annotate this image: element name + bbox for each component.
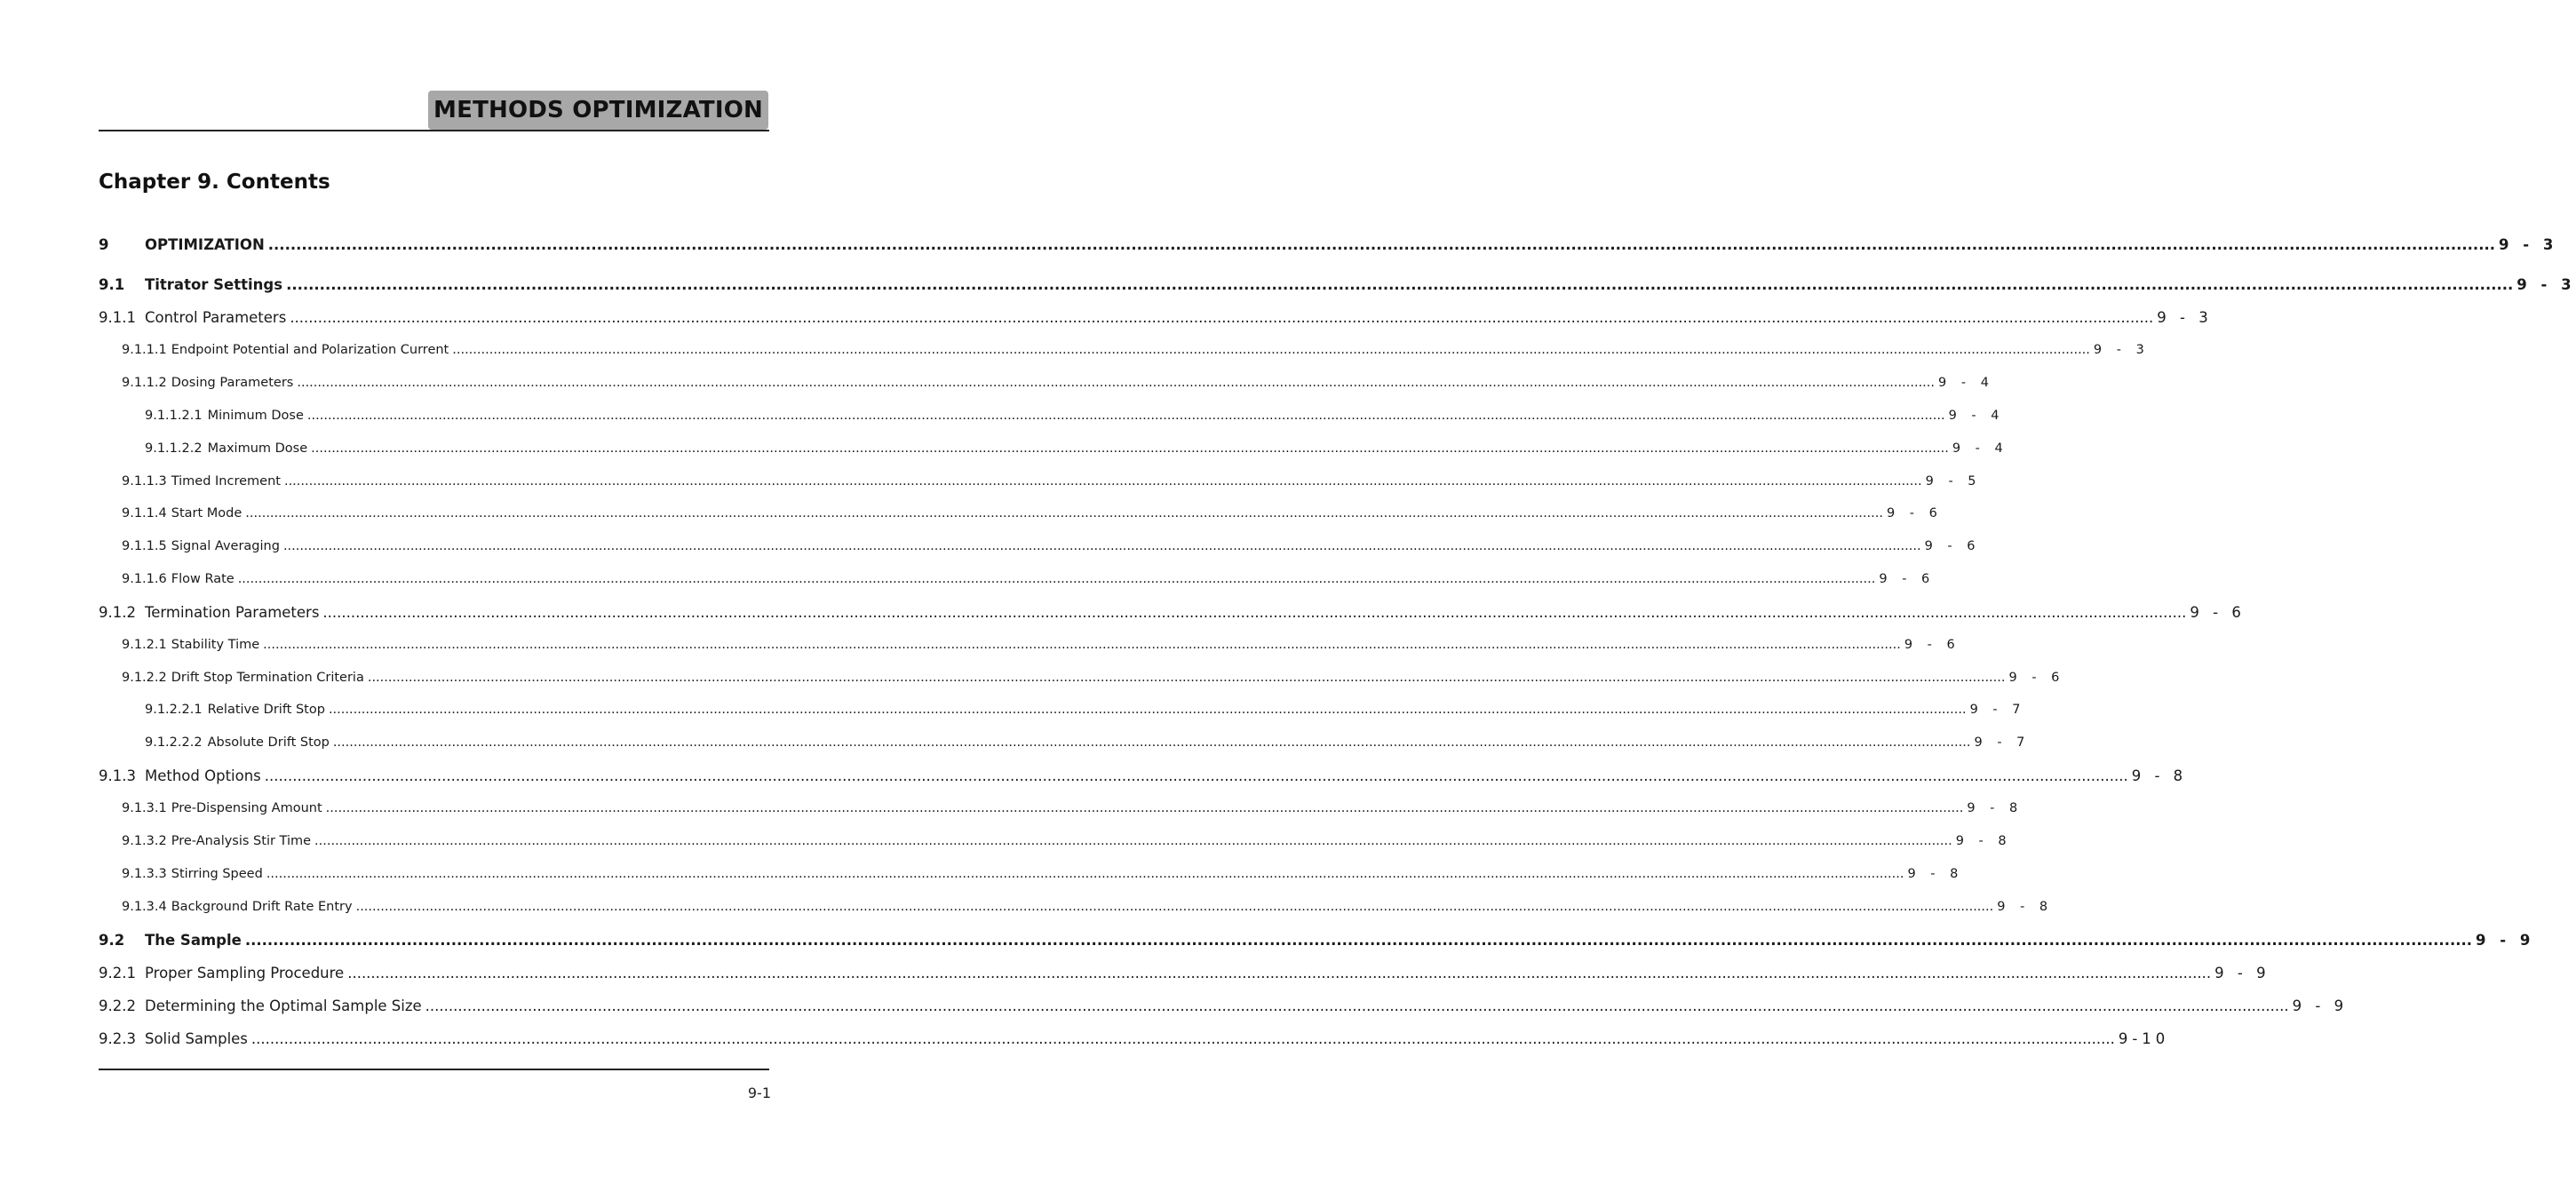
toc-entry-label: Maximum Dose (207, 441, 308, 456)
toc-entry-page: 9 - 6 (1879, 572, 1936, 586)
toc-entry-page: 9 - 8 (1907, 867, 1964, 881)
toc-entry-number: 9.1.2.1 (122, 638, 167, 652)
toc-entry-number: 9.1.3 (99, 767, 136, 784)
header-divider (99, 130, 769, 131)
toc-entry-page: 9 - 8 (1997, 900, 2054, 914)
toc-entry-label: Proper Sampling Procedure (144, 965, 345, 981)
toc-entry-label: Relative Drift Stop (207, 703, 325, 717)
toc-entry-number: 9.1.3.2 (122, 834, 167, 848)
toc-dot-leader: ................................................................................................................................................................................................................................................................................................................................................................................................................ (328, 703, 1967, 717)
chapter-title: Chapter 9. Contents (99, 171, 330, 194)
toc-entry-label: Endpoint Potential and Polarization Current (171, 343, 449, 357)
toc-entry-label: Timed Increment (171, 474, 281, 489)
toc-entry[interactable] (122, 801, 2023, 815)
toc-entry[interactable] (122, 506, 1943, 521)
toc-entry[interactable] (145, 735, 2031, 750)
toc-dot-leader: ................................................................................................................................................................................................................................................................................................................................................................................................................ (250, 1030, 2115, 1047)
toc-entry-page: 9 - 6 (1904, 638, 1960, 652)
toc-dot-leader: ................................................................................................................................................................................................................................................................................................................................................................................................................ (425, 997, 2289, 1014)
toc-dot-leader: ................................................................................................................................................................................................................................................................................................................................................................................................................ (283, 474, 1922, 489)
toc-entry-number: 9.1.1 (99, 309, 136, 326)
toc-entry[interactable] (99, 276, 2576, 293)
toc-entry-number: 9.1.1.2 (122, 376, 167, 390)
toc-entry[interactable] (99, 309, 2213, 326)
toc-entry-number: 9.1.1.4 (122, 506, 167, 521)
toc-entry-label: Method Options (144, 767, 261, 784)
toc-entry-number: 9.1 (99, 276, 125, 293)
footer-divider (99, 1069, 769, 1070)
toc-dot-leader: ................................................................................................................................................................................................................................................................................................................................................................................................................ (282, 539, 1921, 553)
toc-entry-label: Titrator Settings (145, 276, 283, 293)
toc-entry-page: 9 - 6 (2008, 671, 2065, 685)
toc-entry-number: 9.2.2 (99, 997, 136, 1014)
toc-entry-number: 9.1.1.5 (122, 539, 167, 553)
toc-entry-page: 9 - 4 (1952, 441, 2008, 456)
toc-entry-label: The Sample (145, 932, 242, 949)
toc-entry-number: 9 (99, 236, 109, 253)
toc-entry-label: Solid Samples (144, 1030, 248, 1047)
toc-dot-leader: ................................................................................................................................................................................................................................................................................................................................................................................................................ (367, 671, 2006, 685)
page-number: 9-1 (747, 1085, 771, 1101)
toc-entry-page: 9 - 3 (2516, 276, 2576, 293)
toc-dot-leader: ................................................................................................................................................................................................................................................................................................................................................................................................................ (347, 965, 2212, 981)
toc-dot-leader: ................................................................................................................................................................................................................................................................................................................................................................................................................ (290, 309, 2154, 326)
toc-entry-number: 9.1.3.1 (122, 801, 167, 815)
toc-entry-number: 9.1.2.2.2 (145, 735, 203, 750)
toc-entry-page: 9 - 3 (2093, 343, 2150, 357)
toc-entry-page: 9 - 6 (1886, 506, 1943, 521)
toc-entry[interactable] (99, 997, 2349, 1014)
toc-entry-number: 9.2.3 (99, 1030, 136, 1047)
toc-entry-number: 9.1.1.3 (122, 474, 167, 489)
toc-entry-number: 9.1.3.4 (122, 900, 167, 914)
toc-dot-leader: ................................................................................................................................................................................................................................................................................................................................................................................................................ (297, 376, 1936, 390)
toc-entry[interactable] (122, 900, 2054, 914)
toc-dot-leader: ................................................................................................................................................................................................................................................................................................................................................................................................................ (314, 834, 1952, 848)
section-header-badge (428, 91, 768, 130)
toc-entry[interactable] (145, 441, 2008, 456)
toc-entry[interactable] (122, 638, 1960, 652)
toc-dot-leader: ................................................................................................................................................................................................................................................................................................................................................................................................................ (264, 767, 2128, 784)
toc-entry-page: 9 - 7 (1969, 703, 2026, 717)
toc-entry-number: 9.1.2.2.1 (145, 703, 203, 717)
toc-entry-label: Signal Averaging (171, 539, 280, 553)
toc-entry[interactable] (99, 767, 2188, 784)
toc-dot-leader: ................................................................................................................................................................................................................................................................................................................................................................................................................ (355, 900, 1994, 914)
toc-entry[interactable] (99, 1030, 2170, 1047)
toc-entry-number: 9.1.2 (99, 604, 136, 621)
toc-dot-leader: ................................................................................................................................................................................................................................................................................................................................................................................................................ (311, 441, 1949, 456)
toc-entry[interactable] (122, 343, 2150, 357)
toc-entry-label: Pre-Dispensing Amount (171, 801, 322, 815)
toc-entry-page: 9 - 8 (1967, 801, 2023, 815)
toc-dot-leader: ................................................................................................................................................................................................................................................................................................................................................................................................................ (332, 735, 1971, 750)
toc-entry-number: 9.2 (99, 932, 125, 949)
toc-dot-leader: ................................................................................................................................................................................................................................................................................................................................................................................................................ (267, 236, 2495, 253)
toc-dot-leader: ................................................................................................................................................................................................................................................................................................................................................................................................................ (244, 932, 2473, 949)
toc-entry[interactable] (122, 834, 2012, 848)
toc-entry[interactable] (99, 236, 2558, 253)
toc-entry-page: 9 - 3 (2157, 309, 2213, 326)
toc-entry-label: Flow Rate (171, 572, 235, 586)
toc-entry-label: OPTIMIZATION (145, 236, 265, 253)
toc-entry-page: 9 - 9 (2214, 965, 2270, 981)
toc-entry-page: 9 - 7 (1974, 735, 2031, 750)
toc-entry-number: 9.2.1 (99, 965, 136, 981)
toc-entry[interactable] (122, 539, 1981, 553)
toc-dot-leader: ................................................................................................................................................................................................................................................................................................................................................................................................................ (286, 276, 2514, 293)
toc-entry-number: 9.1.3.3 (122, 867, 167, 881)
toc-dot-leader: ................................................................................................................................................................................................................................................................................................................................................................................................................ (237, 572, 1876, 586)
toc-entry-page: 9 - 4 (1948, 409, 2005, 423)
toc-entry-label: Minimum Dose (207, 409, 304, 423)
toc-entry-label: Dosing Parameters (171, 376, 294, 390)
section-header-title: METHODS OPTIMIZATION (433, 97, 763, 123)
toc-entry-label: Pre-Analysis Stir Time (171, 834, 312, 848)
toc-entry-label: Stirring Speed (171, 867, 263, 881)
toc-entry-page: 9 - 6 (2190, 604, 2246, 621)
toc-dot-leader: ................................................................................................................................................................................................................................................................................................................................................................................................................ (452, 343, 2090, 357)
toc-entry-number: 9.1.1.2.2 (145, 441, 203, 456)
toc-entry[interactable] (122, 867, 1964, 881)
toc-dot-leader: ................................................................................................................................................................................................................................................................................................................................................................................................................ (263, 638, 1901, 652)
toc-entry-page: 9 - 3 (2499, 236, 2558, 253)
toc-dot-leader: ................................................................................................................................................................................................................................................................................................................................................................................................................ (266, 867, 1904, 881)
toc-entry-page: 9 - 6 (1924, 539, 1981, 553)
toc-entry-label: Determining the Optimal Sample Size (144, 997, 422, 1014)
toc-entry[interactable] (122, 572, 1936, 586)
toc-entry-label: Absolute Drift Stop (207, 735, 330, 750)
toc-entry-number: 9.1.1.1 (122, 343, 167, 357)
toc-entry[interactable] (99, 604, 2246, 621)
toc-entry-page: 9 - 9 (2476, 932, 2535, 949)
toc-entry-label: Termination Parameters (144, 604, 320, 621)
toc-dot-leader: ................................................................................................................................................................................................................................................................................................................................................................................................................ (322, 604, 2187, 621)
toc-entry-page: 9 - 4 (1938, 376, 1994, 390)
toc-entry-number: 9.1.2.2 (122, 671, 167, 685)
toc-entry-number: 9.1.1.6 (122, 572, 167, 586)
toc-entry-label: Stability Time (171, 638, 260, 652)
toc-entry[interactable] (145, 703, 2026, 717)
toc-entry-page: 9 - 5 (1925, 474, 1982, 489)
toc-dot-leader: ................................................................................................................................................................................................................................................................................................................................................................................................................ (245, 506, 1883, 521)
toc-dot-leader: ................................................................................................................................................................................................................................................................................................................................................................................................................ (306, 409, 1945, 423)
toc-entry-label: Drift Stop Termination Criteria (171, 671, 364, 685)
toc-entry-page: 9 - 9 (2292, 997, 2349, 1014)
toc-entry[interactable] (99, 965, 2270, 981)
toc-entry[interactable] (122, 376, 1994, 390)
toc-entry-page: 9 - 8 (1955, 834, 2012, 848)
toc-entry[interactable] (122, 671, 2065, 685)
toc-entry[interactable] (122, 474, 1982, 489)
toc-entry-number: 9.1.1.2.1 (145, 409, 203, 423)
toc-entry-label: Control Parameters (144, 309, 287, 326)
toc-entry-label: Start Mode (171, 506, 242, 521)
toc-entry[interactable] (145, 409, 2005, 423)
toc-entry-page: 9-10 (2118, 1030, 2170, 1047)
toc-dot-leader: ................................................................................................................................................................................................................................................................................................................................................................................................................ (325, 801, 1964, 815)
toc-entry-page: 9 - 8 (2131, 767, 2188, 784)
toc-entry-label: Background Drift Rate Entry (171, 900, 353, 914)
toc-entry[interactable] (99, 932, 2535, 949)
